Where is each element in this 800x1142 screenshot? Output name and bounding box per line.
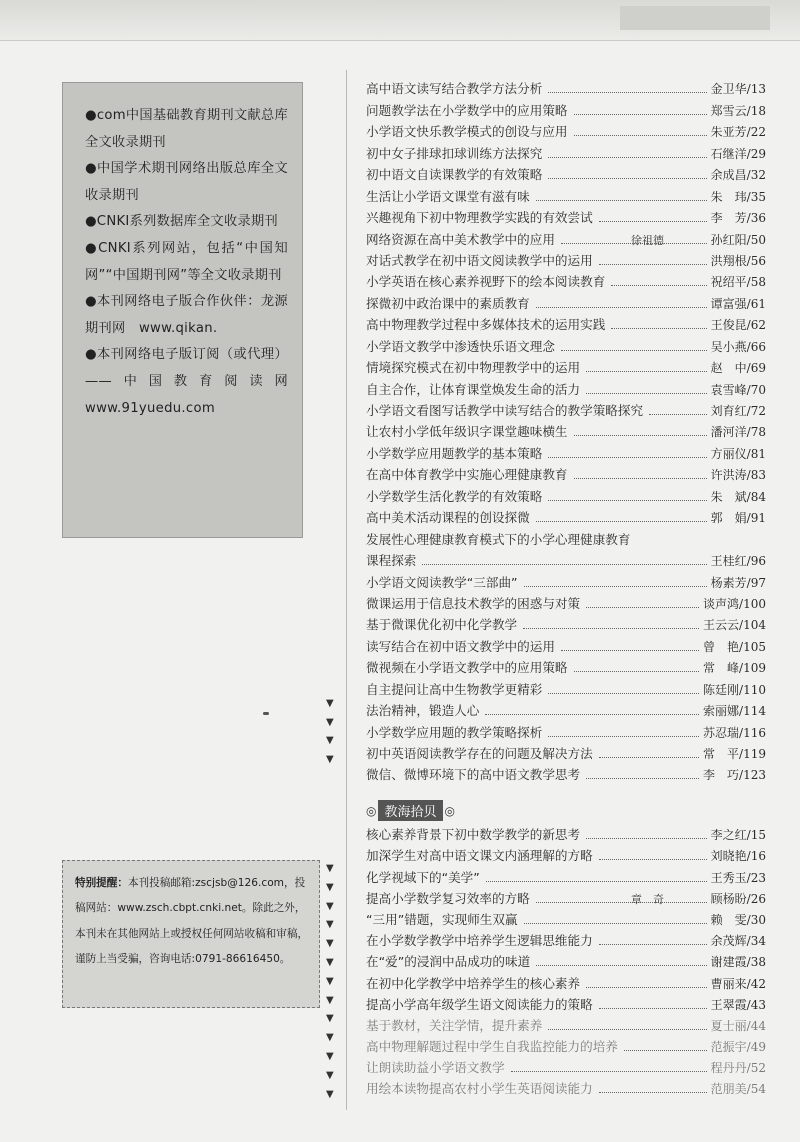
toc-entry-title: 微信、微博环境下的高中语文教学思考 [366, 767, 581, 783]
toc-entry-title: 小学语文快乐教学模式的创设与应用 [366, 124, 568, 140]
indexing-info-box [62, 82, 303, 538]
toc-entry-author-page: 陈廷刚/110 [703, 682, 766, 697]
toc-entry [366, 822, 766, 843]
toc-entry-title: 初中英语阅读教学存在的问题及解决方法 [366, 746, 593, 761]
toc-entry [366, 949, 766, 970]
toc-leader-dots [599, 944, 707, 945]
toc-entry [366, 140, 766, 161]
toc-entry-author-page: 郑雪云/18 [710, 103, 766, 118]
toc-entry [366, 269, 766, 290]
toc-entry-author-page: 王翠霞/43 [710, 997, 766, 1012]
toc-entry-author-page: 范朋美/54 [710, 1082, 766, 1097]
toc-entry-author-page: 余茂辉/34 [710, 934, 766, 949]
toc-entry-title: 小学语文阅读教学“三部曲” [366, 574, 518, 590]
toc-entry-title: 小学数学应用题教学的基本策略 [366, 445, 543, 461]
toc-entry-title: 在小学数学教学中培养学生逻辑思维能力 [366, 933, 593, 949]
section-heading-suffix: ◎ [444, 803, 455, 818]
toc-entry [366, 1013, 766, 1034]
toc-entry-author-page: 郭 娟/91 [710, 511, 766, 526]
toc-entry-author-page: 赖 雯/30 [710, 912, 766, 927]
toc-leader-dots [574, 671, 700, 672]
toc-entry-title: 在“爱”的浸润中品成功的味道 [366, 954, 531, 970]
toc-entry [366, 698, 766, 719]
info-item: ●中国学术期刊网络出版总库全文收录期刊 [85, 161, 288, 203]
page-top-band [0, 0, 800, 41]
toc-leader-dots [599, 264, 707, 265]
down-triangle-icon: ▼ [326, 1013, 334, 1025]
toc-leader-dots [611, 328, 706, 329]
toc-entry [366, 762, 766, 783]
toc-entry-title: 读写结合在初中语文教学中的运用 [366, 638, 555, 654]
toc-leader-dots [599, 1008, 707, 1009]
toc-entry [366, 907, 766, 928]
toc-entry-title: “三用”错题，实现师生双赢 [366, 911, 518, 927]
toc-entry-title: 微课运用于信息技术教学的困惑与对策 [366, 595, 581, 611]
toc-entry [366, 864, 766, 885]
toc-leader-dots [523, 628, 699, 629]
toc-entry [366, 569, 766, 590]
toc-entry-author-page: 吴小燕/66 [710, 339, 766, 354]
toc-entry-author-page: 许洪涛/83 [710, 468, 766, 483]
toc-leader-dots [611, 285, 706, 286]
toc-leader-dots [536, 902, 707, 903]
toc-leader-dots [536, 965, 706, 966]
toc-entry [366, 1055, 766, 1076]
toc-entry-author-page: 夏士丽/44 [710, 1018, 766, 1033]
toc-entry-title: 情境探究模式在初中物理教学中的运用 [366, 360, 581, 376]
toc-leader-dots [524, 586, 707, 587]
toc-entry-title: 小学语文看图写话教学中读写结合的教学策略探究 [366, 403, 644, 418]
down-triangle-icon: ▼ [326, 994, 334, 1006]
toc-entry [366, 1034, 766, 1055]
toc-entry-title: 提高小学数学复习效率的方略 [366, 890, 530, 906]
toc-entry [366, 462, 766, 483]
toc-leader-dots [422, 564, 706, 565]
section-heading [366, 800, 455, 821]
toc-entry [366, 355, 766, 376]
arrow-marker-column [326, 695, 340, 769]
toc-entry-title: 小学数学生活化教学的有效策略 [366, 488, 543, 504]
toc-entry [366, 992, 766, 1013]
toc-leader-dots [599, 1092, 707, 1093]
toc-entry-title: 提高小学高年级学生语文阅读能力的策略 [366, 996, 593, 1012]
toc-entry-title: 高中语文读写结合教学方法分析 [366, 81, 543, 97]
toc-entry-author-page: 王云云/104 [703, 618, 766, 633]
toc-leader-dots [599, 859, 707, 860]
toc-entry-author-page: 祝绍平/58 [710, 275, 766, 290]
toc-entry-author-page: 范振宇/49 [710, 1040, 766, 1055]
toc-entry-author-page: 金卫华/13 [710, 82, 766, 97]
info-item: ●本刊网络电子版订阅（或代理）——中国教育阅读网www.91yuedu.com [85, 347, 288, 416]
down-triangle-icon: ▼ [326, 881, 334, 893]
toc-entry-author-page: 石继洋/29 [710, 146, 766, 161]
toc-entry-author-page: 袁雪峰/70 [710, 382, 766, 397]
toc-entry-title: 让农村小学低年级识字课堂趣味横生 [366, 424, 568, 440]
toc-entry-author-page: 程丹丹/52 [710, 1061, 766, 1076]
toc-entry-coauthor: 徐祖德 [631, 233, 664, 247]
toc-entry-title: 网络资源在高中美术教学中的应用 [366, 231, 555, 247]
toc-entry [366, 719, 766, 740]
toc-entry-title: 探微初中政治课中的素质教育 [366, 295, 530, 311]
toc-entry-author-page: 孙红阳/50 [710, 232, 766, 247]
toc-leader-dots [548, 500, 706, 501]
toc-entry [366, 312, 766, 333]
toc-entry [366, 398, 766, 419]
toc-entry-author-page: 常 平/119 [703, 747, 766, 761]
toc-leader-dots [561, 650, 699, 651]
toc-entry-title: 小学数学应用题的教学策略探析 [366, 724, 543, 740]
toc-entry [366, 843, 766, 864]
toc-entry [366, 741, 766, 762]
toc-entry [366, 1076, 766, 1097]
toc-entry [366, 97, 766, 118]
down-triangle-icon: ▼ [326, 1069, 334, 1081]
notice-text: 本刊投稿邮箱:zscjsb@126.com，投稿网站：www.zsch.cbpt.cnki.net。除此之外，本刊未在其他网站上或授权任何网站收稿和审稿，谨防上当受骗，咨询电话:0791-86616450。 [75, 877, 309, 966]
toc-entry [366, 548, 766, 569]
toc-entry-title: 兴趣视角下初中物理教学实践的有效尝试 [366, 210, 593, 226]
toc-entry [366, 290, 766, 311]
toc-leader-dots [511, 1071, 707, 1072]
down-triangle-icon: ▼ [326, 975, 334, 987]
toc-leader-dots [574, 135, 707, 136]
toc-entry [366, 248, 766, 269]
down-triangle-icon: ▼ [326, 1050, 334, 1062]
toc-entry-author-page: 索丽娜/114 [703, 704, 766, 719]
toc-leader-dots [586, 393, 707, 394]
info-item: ●本刊网络电子版合作伙伴：龙源期刊网 www.qikan. [85, 294, 288, 336]
toc-leader-dots [599, 757, 699, 758]
toc-entry-title: 化学视域下的“美学” [366, 869, 480, 885]
toc-entry-author-page: 常 峰/109 [703, 661, 766, 676]
arrow-marker-column [326, 860, 340, 1104]
toc-entry-author-page: 王俊昆/62 [710, 318, 766, 333]
toc-entry-author-page: 谢建霞/38 [710, 955, 766, 970]
toc-entry [366, 162, 766, 183]
toc-entry [366, 333, 766, 354]
toc-entry-author-page: 王桂红/96 [710, 554, 766, 569]
toc-entry [366, 612, 766, 633]
toc-entry-title: 在高中体育教学中实施心理健康教育 [366, 467, 568, 483]
toc-entry-title: 用绘本读物提高农村小学生英语阅读能力 [366, 1081, 593, 1097]
toc-leader-dots [536, 521, 707, 522]
toc-entry-author-page: 朱亚芳/22 [710, 125, 766, 140]
down-triangle-icon: ▼ [326, 919, 334, 931]
info-item: ●CNKI系列数据库全文收录期刊 [85, 214, 278, 230]
toc-entry-author-page: 方丽仪/81 [710, 446, 766, 461]
toc-entry-title: 自主合作，让体育课堂焕发生命的活力 [366, 381, 581, 397]
toc-entry-title: 基于微课优化初中化学教学 [366, 617, 518, 633]
toc-entry-title: 核心素养背景下初中数学教学的新思考 [366, 827, 581, 843]
toc-leader-dots [574, 478, 707, 479]
top-band-shade [620, 6, 770, 30]
toc-leader-dots [536, 200, 707, 201]
toc-entry-author-page: 朱 玮/35 [710, 189, 766, 204]
down-triangle-icon: ▼ [326, 698, 334, 709]
down-triangle-icon: ▼ [326, 938, 334, 950]
toc-entry-title: 自主提问让高中生物教学更精彩 [366, 681, 543, 697]
toc-entry-author-page: 李之红/15 [710, 828, 766, 843]
toc-entry-author-page: 王秀玉/23 [710, 870, 766, 885]
toc-leader-dots [586, 371, 707, 372]
down-triangle-icon: ▼ [326, 753, 334, 765]
toc-entry-author-page: 洪翔根/56 [710, 253, 766, 268]
notice-label: 特别提醒： [75, 877, 128, 889]
table-of-contents-section [366, 822, 766, 1097]
toc-leader-dots [586, 607, 699, 608]
toc-leader-dots [624, 1050, 707, 1051]
toc-entry [366, 183, 766, 204]
toc-entry [366, 633, 766, 654]
toc-leader-dots [548, 92, 706, 93]
down-triangle-icon: ▼ [326, 863, 334, 874]
toc-entry [366, 928, 766, 949]
toc-leader-dots [548, 178, 706, 179]
toc-entry-title: 课程探索 [366, 553, 417, 569]
toc-leader-dots [548, 736, 699, 737]
down-triangle-icon: ▼ [326, 716, 334, 728]
toc-entry-author-page: 顾杨盼/26 [710, 891, 766, 906]
toc-leader-dots [649, 414, 707, 415]
toc-entry [366, 440, 766, 461]
toc-entry [366, 886, 766, 907]
toc-entry-title: 微视频在小学语文教学中的应用策略 [366, 660, 568, 676]
toc-entry-title: 初中语文自读课教学的有效策略 [366, 167, 543, 183]
toc-entry-author-page: 谈声鸿/100 [703, 596, 766, 611]
toc-entry-author-page: 苏忍瑞/116 [703, 725, 766, 740]
toc-leader-dots [548, 693, 699, 694]
toc-leader-dots [524, 923, 707, 924]
table-of-contents-main [366, 76, 766, 783]
toc-entry [366, 419, 766, 440]
toc-entry [366, 505, 766, 526]
down-triangle-icon: ▼ [326, 956, 334, 968]
toc-entry-title: 高中物理解题过程中学生自我监控能力的培养 [366, 1039, 618, 1055]
toc-entry [366, 655, 766, 676]
toc-entry-author-page: 潘河洋/78 [710, 425, 766, 440]
toc-entry-author-page: 杨素芳/97 [710, 575, 766, 590]
toc-leader-dots [536, 307, 707, 308]
toc-entry [366, 205, 766, 226]
toc-entry-author-page: 余成昌/32 [710, 168, 766, 183]
submission-notice [62, 860, 320, 1008]
section-heading-prefix: ◎ [366, 803, 377, 818]
toc-leader-dots [586, 987, 707, 988]
print-speck [263, 712, 269, 715]
toc-entry [366, 76, 766, 97]
toc-entry-title: 在初中化学教学中培养学生的核心素养 [366, 975, 581, 991]
toc-leader-dots [485, 714, 699, 715]
toc-entry [366, 483, 766, 504]
toc-entry-title: 加深学生对高中语文课文内涵理解的方略 [366, 848, 593, 864]
toc-leader-dots [486, 881, 707, 882]
toc-entry-author-page: 曾 艳/105 [703, 639, 766, 654]
toc-leader-dots [574, 114, 707, 115]
toc-entry-author-page: 刘育红/72 [710, 404, 766, 418]
toc-entry-title: 让朗读助益小学语文教学 [366, 1060, 505, 1076]
toc-entry-title: 法治精神，锻造人心 [366, 703, 480, 719]
section-heading-label: 教海拾贝 [378, 800, 442, 821]
toc-leader-dots [548, 157, 706, 158]
toc-leader-dots [548, 457, 706, 458]
column-divider [346, 70, 347, 1110]
down-triangle-icon: ▼ [326, 1088, 334, 1100]
down-triangle-icon: ▼ [326, 1032, 334, 1044]
toc-entry-title: 基于教材，关注学情，提升素养 [366, 1017, 543, 1033]
toc-leader-dots [574, 435, 707, 436]
toc-entry-author-page: 赵 中/69 [710, 361, 766, 376]
toc-entry-author-page: 谭富强/61 [710, 296, 766, 311]
toc-entry [366, 376, 766, 397]
toc-entry-title: 发展性心理健康教育模式下的小学心理健康教育 [366, 531, 631, 547]
toc-leader-dots [586, 838, 707, 839]
toc-leader-dots [548, 1029, 706, 1030]
toc-entry-author-page: 刘晓艳/16 [710, 849, 766, 864]
toc-leader-dots [561, 350, 707, 351]
info-item: ●com中国基础教育期刊文献总库全文收录期刊 [85, 108, 288, 150]
toc-entry-title: 初中女子排球扣球训练方法探究 [366, 145, 543, 161]
toc-entry [366, 119, 766, 140]
toc-entry-author-page: 朱 斌/84 [710, 489, 766, 504]
toc-entry-title: 生活让小学语文课堂有滋有味 [366, 188, 530, 204]
down-triangle-icon: ▼ [326, 735, 334, 747]
toc-entry [366, 970, 766, 991]
toc-entry-title: 高中物理教学过程中多媒体技术的运用实践 [366, 317, 606, 333]
toc-entry-title: 小学语文教学中渗透快乐语文理念 [366, 338, 555, 354]
toc-entry [366, 676, 766, 697]
toc-entry-title: 对话式教学在初中语文阅读教学中的运用 [366, 252, 593, 268]
toc-entry-author-page: 李 芳/36 [710, 211, 766, 226]
toc-entry [366, 526, 766, 547]
toc-entry-author-page: 李 巧/123 [703, 768, 766, 783]
toc-entry-author-page: 曹丽来/42 [710, 976, 766, 991]
toc-entry [366, 226, 766, 247]
toc-leader-dots [599, 221, 707, 222]
toc-entry-coauthor: 章 奇 [631, 892, 664, 906]
toc-entry-title: 小学英语在核心素养视野下的绘本阅读教育 [366, 274, 606, 290]
toc-entry-title: 高中美术活动课程的创设探微 [366, 510, 530, 526]
info-item: ●CNKI系列网站，包括“中国知网”“中国期刊网”等全文收录期刊 [85, 240, 288, 283]
toc-entry-title: 问题教学法在小学数学中的应用策略 [366, 102, 568, 118]
toc-leader-dots [586, 778, 699, 779]
toc-entry [366, 591, 766, 612]
down-triangle-icon: ▼ [326, 900, 334, 912]
